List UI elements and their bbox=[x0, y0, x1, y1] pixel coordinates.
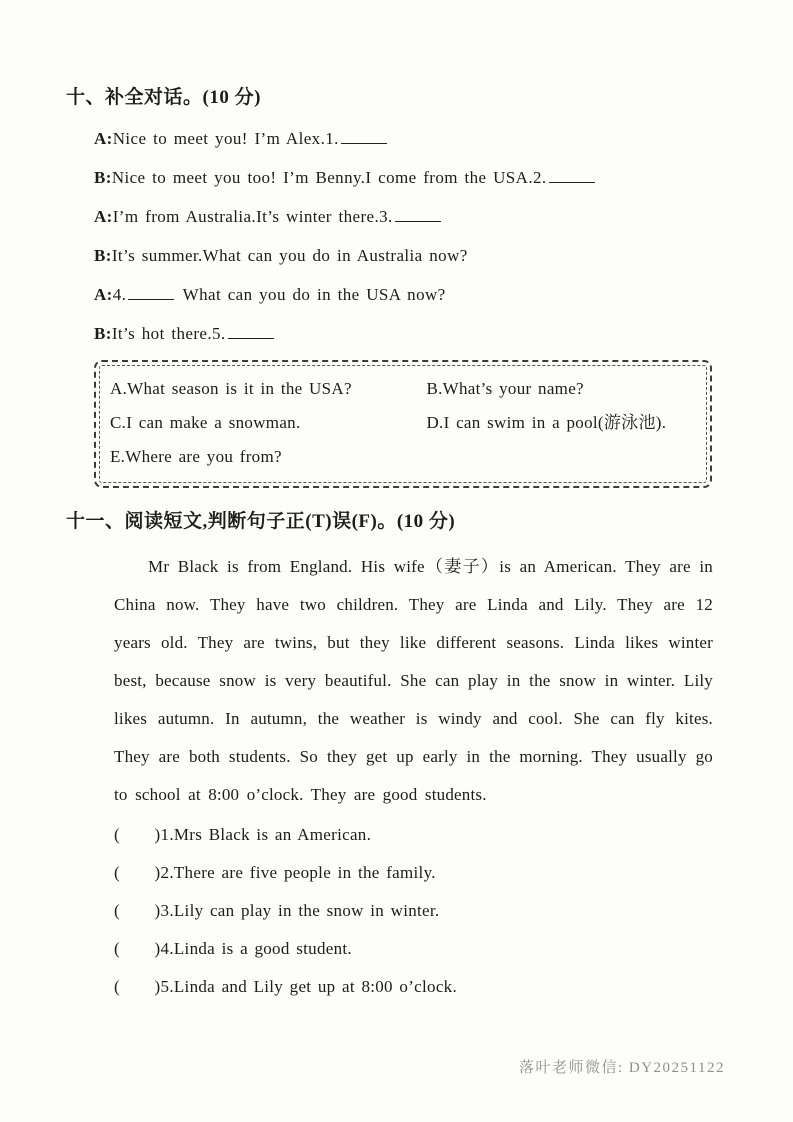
option-item: B.What’s your name? bbox=[426, 379, 584, 398]
question-item: ( )3.Lily can play in the snow in winter. bbox=[114, 901, 440, 920]
dialogue-text: Nice to meet you! I’m Alex.1. bbox=[112, 129, 339, 148]
speaker-label: B: bbox=[94, 168, 112, 187]
question-item: ( )2.There are five people in the family. bbox=[114, 863, 436, 882]
dialogue-text: What can you do in the USA now? bbox=[176, 285, 446, 304]
option-item: A.What season is it in the USA? bbox=[110, 379, 352, 398]
footer-watermark: 落叶老师微信: DY20251122 bbox=[518, 1060, 725, 1076]
answer-blank bbox=[395, 220, 441, 222]
option-item: E.Where are you from? bbox=[110, 447, 282, 466]
dialogue-line bbox=[94, 204, 713, 230]
dialogue-line bbox=[94, 165, 713, 191]
options-row bbox=[110, 440, 696, 474]
dialogue-text: 4. bbox=[112, 285, 127, 304]
options-row bbox=[110, 372, 696, 406]
speaker-label: A: bbox=[94, 285, 113, 304]
question-item: ( )1.Mrs Black is an American. bbox=[114, 825, 372, 844]
option-item bbox=[426, 440, 696, 474]
section-complete-dialogue bbox=[66, 86, 713, 488]
section-reading-title: 十一、阅读短文,判断句子正(T)误(F)。(10 分) bbox=[66, 511, 456, 532]
options-row bbox=[110, 406, 696, 440]
dialogue-text: I’m from Australia.It’s winter there.3. bbox=[112, 207, 393, 226]
dialogue-list bbox=[94, 126, 713, 347]
speaker-label: A: bbox=[94, 207, 113, 226]
answer-blank bbox=[341, 142, 387, 144]
speaker-label: B: bbox=[94, 324, 112, 343]
section-dialogue-title: 十、补全对话。(10 分) bbox=[66, 87, 261, 108]
option-item: D.I can swim in a pool(游泳池). bbox=[426, 413, 667, 432]
question-item: ( )4.Linda is a good student. bbox=[114, 939, 352, 958]
dialogue-line bbox=[94, 321, 713, 347]
true-false-questions bbox=[114, 816, 713, 1006]
dialogue-text: It’s summer.What can you do in Australia now? bbox=[111, 246, 468, 265]
section-reading bbox=[66, 510, 713, 1006]
answer-blank bbox=[228, 337, 274, 339]
dialogue-text: It’s hot there.5. bbox=[111, 324, 226, 343]
dialogue-line bbox=[94, 243, 713, 269]
question-item: ( )5.Linda and Lily get up at 8:00 o’clock. bbox=[114, 977, 458, 996]
reading-passage: Mr Black is from England. His wife（妻子）is an American. They are in China now. They have two children. They are Linda and Lily. They are 12 years old. They are twins, but they like different seasons. Linda likes winter best, because snow is very beautiful. She can play in the snow in winter. Lily likes autumn. In autumn, the weather is windy and cool. She can fly kites. They are both students. So they get up early in the morning. They usually go to school at 8:00 o’clock. They are good students. bbox=[114, 557, 713, 804]
dialogue-line bbox=[94, 282, 713, 308]
speaker-label: A: bbox=[94, 129, 113, 148]
option-item: C.I can make a snowman. bbox=[110, 413, 301, 432]
answer-blank bbox=[128, 298, 174, 300]
answer-blank bbox=[549, 181, 595, 183]
dialogue-text: Nice to meet you too! I’m Benny.I come from the USA.2. bbox=[111, 168, 547, 187]
dialogue-line bbox=[94, 126, 713, 152]
options-box bbox=[94, 360, 712, 488]
speaker-label: B: bbox=[94, 246, 112, 265]
